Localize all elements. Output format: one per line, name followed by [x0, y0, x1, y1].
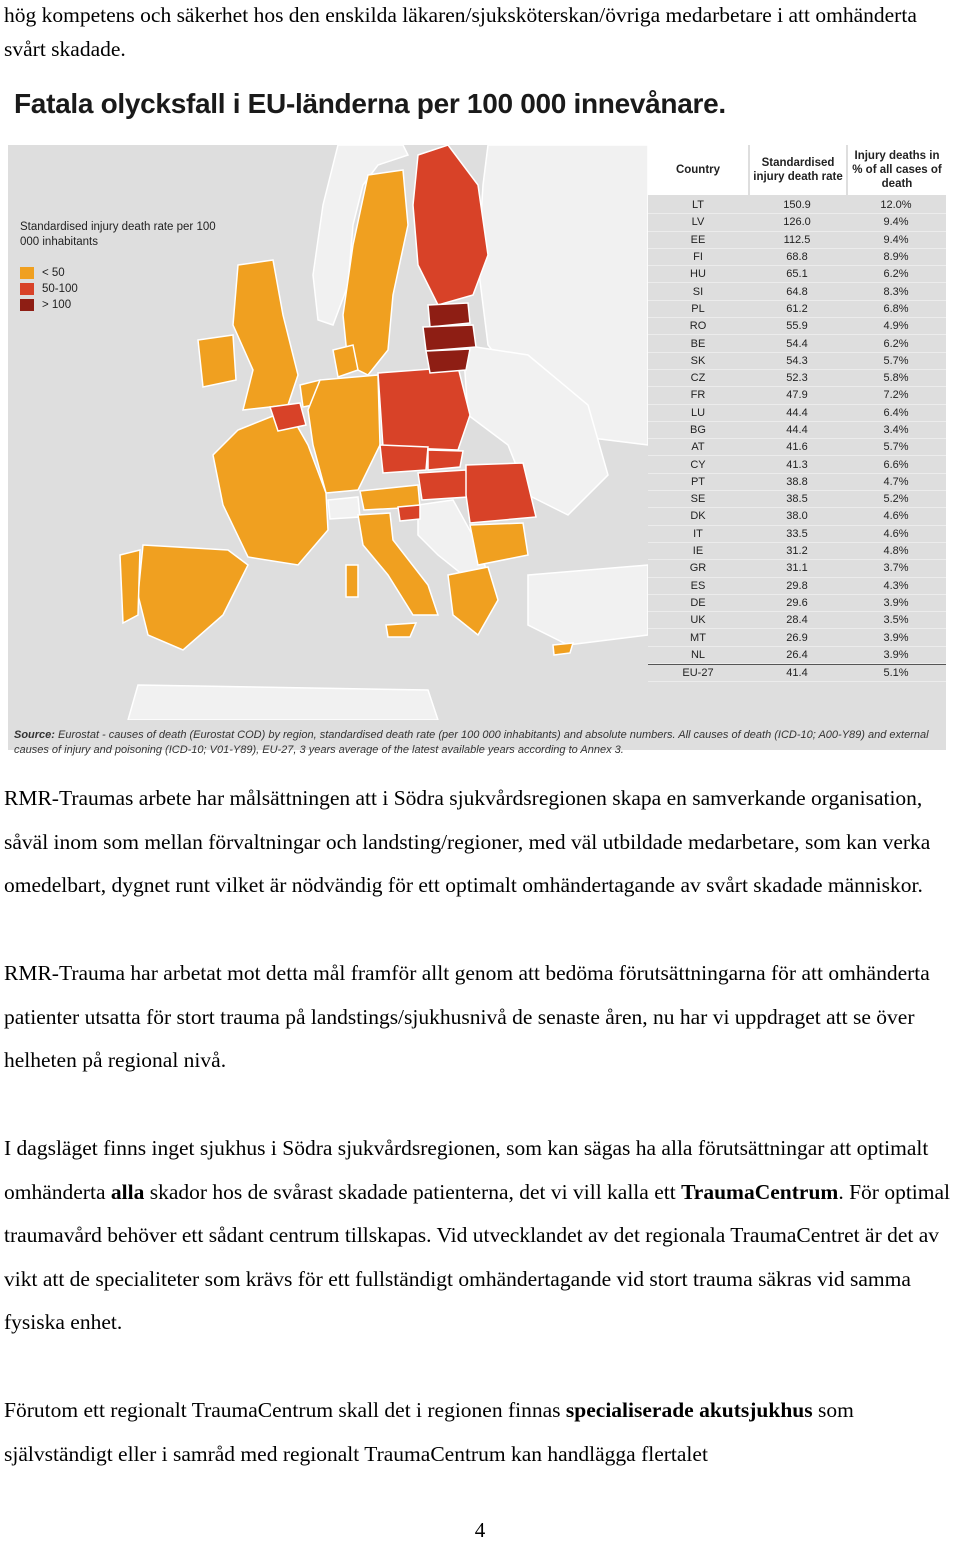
- rate-cell: 41.3: [786, 458, 808, 471]
- source-text: Eurostat - causes of death (Eurostat COD) by region, standardised death rate (per 100 000 inhabitants) and absolute numbers. All causes of death (ICD-10; A00-Y89) and external causes of injury and poisoning (ICD-10; V01-Y89), EU-27, 3 years average of the latest available years according to Annex 3.: [14, 729, 929, 756]
- percent-cell: 4.3%: [883, 579, 909, 592]
- percent-cell: 4.8%: [883, 545, 909, 558]
- rate-cell: 65.1: [786, 268, 808, 281]
- table-row: [648, 197, 946, 214]
- table-row: [648, 405, 946, 422]
- table-row: [648, 456, 946, 473]
- table-row: [648, 508, 946, 525]
- cyprus-shape: [553, 643, 573, 655]
- rate-cell: 47.9: [786, 389, 808, 402]
- rate-cell: 54.4: [786, 337, 808, 350]
- country-cell: FI: [693, 251, 703, 264]
- latvia-shape: [423, 325, 476, 351]
- rate-cell: 150.9: [783, 199, 811, 212]
- rate-cell: 38.5: [786, 493, 808, 506]
- country-cell: MT: [690, 631, 706, 644]
- rate-cell: 68.8: [786, 251, 808, 264]
- map-legend: [20, 220, 220, 312]
- legend-swatch: [20, 283, 34, 295]
- table-row: [648, 647, 946, 664]
- table-row: [648, 595, 946, 612]
- country-cell: RO: [689, 320, 707, 333]
- percent-cell: 4.7%: [883, 475, 909, 488]
- percent-cell: 3.9%: [883, 631, 909, 644]
- table-row: [648, 664, 946, 682]
- rate-cell: 31.1: [786, 562, 808, 575]
- legend-label: > 100: [42, 299, 72, 311]
- table-row: [648, 543, 946, 560]
- country-cell: EU-27: [682, 667, 714, 680]
- p4-bold-specialiserade: specialiserade akutsjukhus: [565, 1398, 813, 1422]
- country-cell: CY: [690, 458, 706, 471]
- country-cell: UK: [690, 614, 706, 627]
- p3-bold-traumacentrum: TraumaCentrum: [681, 1179, 839, 1204]
- spain-shape: [138, 545, 248, 650]
- country-cell: EE: [690, 233, 706, 246]
- rate-cell: 126.0: [783, 216, 811, 229]
- country-cell: LT: [691, 199, 705, 212]
- ireland-shape: [198, 335, 236, 387]
- table-row: [648, 232, 946, 249]
- legend-item-gt100: [20, 298, 220, 312]
- rate-cell: 41.4: [786, 667, 808, 680]
- percent-cell: 5.2%: [883, 493, 909, 506]
- table-row: [648, 629, 946, 646]
- country-cell: BE: [690, 337, 706, 350]
- percent-cell: 5.7%: [883, 354, 909, 367]
- percent-cell: 8.3%: [883, 285, 909, 298]
- hungary-shape: [418, 470, 468, 500]
- uk-shape: [233, 260, 298, 410]
- country-cell: HU: [690, 268, 706, 281]
- sicily-shape: [386, 623, 416, 637]
- rate-cell: 54.3: [786, 354, 808, 367]
- p4-text-c: som självständigt eller i samråd med regionalt TraumaCentrum kan handlägga flertalet: [4, 1398, 854, 1466]
- percent-cell: 5.1%: [883, 667, 909, 680]
- portugal-shape: [120, 550, 140, 623]
- page-number: 4: [474, 1518, 486, 1542]
- country-cell: LV: [691, 216, 705, 229]
- country-cell: NL: [690, 648, 706, 661]
- table-row: [648, 301, 946, 318]
- country-cell: CZ: [690, 372, 706, 385]
- rate-cell: 26.9: [786, 631, 808, 644]
- czech-shape: [380, 445, 428, 473]
- table-row: [648, 474, 946, 491]
- figure-source: [14, 728, 944, 758]
- country-cell: AT: [691, 441, 705, 454]
- p3-text-a: I dagsläget finns inget sjukhus i Södra sjukvårdsregionen, som kan sägas ha alla förutsättningar att optimalt omhänderta: [4, 1136, 929, 1204]
- rate-table: [648, 197, 946, 682]
- table-row: [648, 353, 946, 370]
- rate-cell: 61.2: [786, 302, 808, 315]
- table-row: [648, 283, 946, 300]
- percent-cell: 9.4%: [883, 216, 909, 229]
- rate-cell: 29.8: [786, 579, 808, 592]
- rate-cell: 33.5: [786, 527, 808, 540]
- rate-cell: 44.4: [786, 406, 808, 419]
- poland-shape: [378, 367, 470, 450]
- finland-shape: [413, 145, 488, 305]
- denmark-shape: [333, 345, 358, 377]
- rate-cell: 55.9: [786, 320, 808, 333]
- slovenia-shape: [398, 505, 420, 521]
- percent-cell: 9.4%: [883, 233, 909, 246]
- country-cell: IE: [692, 545, 704, 558]
- country-cell: GR: [689, 562, 707, 575]
- p3-text-c: skador hos de svårast skadade patienterna, det vi vill kalla ett: [144, 1179, 682, 1204]
- country-cell: SE: [690, 493, 706, 506]
- table-row: [648, 578, 946, 595]
- figure-title: Fatala olycksfall i EU-länderna per 100 000 innevånare.: [14, 88, 726, 119]
- rate-cell: 112.5: [783, 233, 811, 246]
- rate-cell: 38.0: [786, 510, 808, 523]
- paragraph-4: [4, 1389, 958, 1476]
- romania-shape: [466, 463, 536, 523]
- country-cell: ES: [690, 579, 706, 592]
- estonia-shape: [428, 303, 470, 327]
- p4-text-a: Förutom ett regionalt TraumaCentrum skall det i regionen finnas: [4, 1398, 566, 1422]
- rate-cell: 41.6: [786, 441, 808, 454]
- paragraph-3: [4, 1127, 958, 1345]
- legend-swatch: [20, 267, 34, 279]
- p3-text-e: . För optimal traumavård behöver ett sådant centrum tillskapas. Vid utvecklandet av det regionala TraumaCentret är det av vikt att de specialiteter som krävs för ett fullständigt omhändertagande vid stort trauma säkras vid samma fysiska enhet.: [4, 1179, 951, 1335]
- table-row: [648, 387, 946, 404]
- table-row: [648, 560, 946, 577]
- percent-cell: 7.2%: [883, 389, 909, 402]
- rate-cell: 38.8: [786, 475, 808, 488]
- legend-label: < 50: [42, 267, 65, 279]
- percent-cell: 5.8%: [883, 372, 909, 385]
- north-africa-shape: [128, 685, 438, 720]
- legend-label: 50-100: [42, 283, 78, 295]
- percent-cell: 4.6%: [883, 527, 909, 540]
- percent-cell: 3.7%: [883, 562, 909, 575]
- country-cell: BG: [690, 424, 706, 436]
- country-cell: PT: [690, 475, 706, 488]
- percent-cell: 6.8%: [883, 302, 909, 315]
- header-rate: Standardised injury death rate: [750, 145, 846, 195]
- percent-cell: 3.9%: [883, 596, 909, 609]
- country-cell: SK: [690, 354, 706, 367]
- swiss-shape: [328, 497, 360, 519]
- paragraph-1: RMR-Traumas arbete har målsättningen att i Södra sjukvårdsregionen skapa en samverkande organisation, såväl inom som mellan förvaltningar och landsting/regioner, med väl utbildade medarbetare, som kan verka omedelbart, dygnet runt vilket är nödvändig för ett optimalt omhändertagande av svårt skadade människor.: [4, 786, 931, 898]
- country-cell: SI: [692, 285, 704, 298]
- map-panel: [8, 145, 946, 756]
- percent-cell: 5.7%: [883, 441, 909, 454]
- rate-cell: 29.6: [786, 596, 808, 609]
- source-label: Source:: [14, 729, 55, 741]
- intro-paragraph: hög kompetens och säkerhet hos den enskilda läkaren/sjuksköterskan/övriga medarbetare i att omhänderta svårt skadade.: [4, 3, 917, 61]
- table-row: [648, 526, 946, 543]
- legend-title: Standardised injury death rate per 100 000 inhabitants: [20, 221, 216, 248]
- country-cell: LU: [690, 406, 706, 419]
- percent-cell: 12.0%: [880, 199, 912, 212]
- table-row: [648, 370, 946, 387]
- percent-cell: 6.6%: [883, 458, 909, 471]
- percent-cell: 3.9%: [883, 648, 909, 661]
- country-cell: DK: [690, 510, 706, 523]
- table-row: [648, 335, 946, 352]
- header-percent: Injury deaths in % of all cases of death: [848, 145, 946, 195]
- header-country: Country: [648, 145, 748, 195]
- paragraph-2: RMR-Trauma har arbetat mot detta mål framför allt genom att bedöma förutsättningarna för att omhänderta patienter utsatta för stort trauma på landstings/sjukhusnivå de senaste åren, nu har vi uppdraget att se över helheten på regional nivå.: [4, 961, 930, 1073]
- legend-swatch: [20, 299, 34, 311]
- country-cell: DE: [690, 596, 706, 609]
- legend-item-50-100: [20, 282, 220, 296]
- table-row: [648, 318, 946, 335]
- country-cell: FR: [690, 389, 706, 402]
- percent-cell: 3.5%: [883, 614, 909, 627]
- slovakia-shape: [428, 450, 463, 470]
- injury-map-figure: [8, 88, 948, 756]
- percent-cell: 8.9%: [883, 251, 909, 264]
- country-cell: PL: [691, 302, 705, 315]
- sardinia-shape: [346, 565, 358, 597]
- percent-cell: 3.4%: [883, 424, 909, 436]
- rate-cell: 26.4: [786, 648, 808, 661]
- table-row: [648, 266, 946, 283]
- turkey-shape: [528, 565, 648, 645]
- percent-cell: 4.6%: [883, 510, 909, 523]
- percent-cell: 6.2%: [883, 268, 909, 281]
- percent-cell: 4.9%: [883, 320, 909, 333]
- country-cell: IT: [693, 527, 703, 540]
- table-row: [648, 439, 946, 456]
- rate-cell: 28.4: [786, 614, 808, 627]
- greece-shape: [448, 567, 498, 635]
- rate-cell: 44.4: [786, 424, 808, 436]
- legend-item-lt50: [20, 266, 220, 280]
- percent-cell: 6.2%: [883, 337, 909, 350]
- rate-cell: 52.3: [786, 372, 808, 385]
- table-row: [648, 422, 946, 439]
- lithuania-shape: [426, 349, 470, 373]
- rate-cell: 31.2: [786, 545, 808, 558]
- p3-bold-alla: alla: [110, 1179, 145, 1204]
- table-row: [648, 612, 946, 629]
- table-row: [648, 491, 946, 508]
- table-row: [648, 214, 946, 231]
- percent-cell: 6.4%: [883, 406, 909, 419]
- bulgaria-shape: [470, 523, 528, 565]
- rate-cell: 64.8: [786, 285, 808, 298]
- table-row: [648, 249, 946, 266]
